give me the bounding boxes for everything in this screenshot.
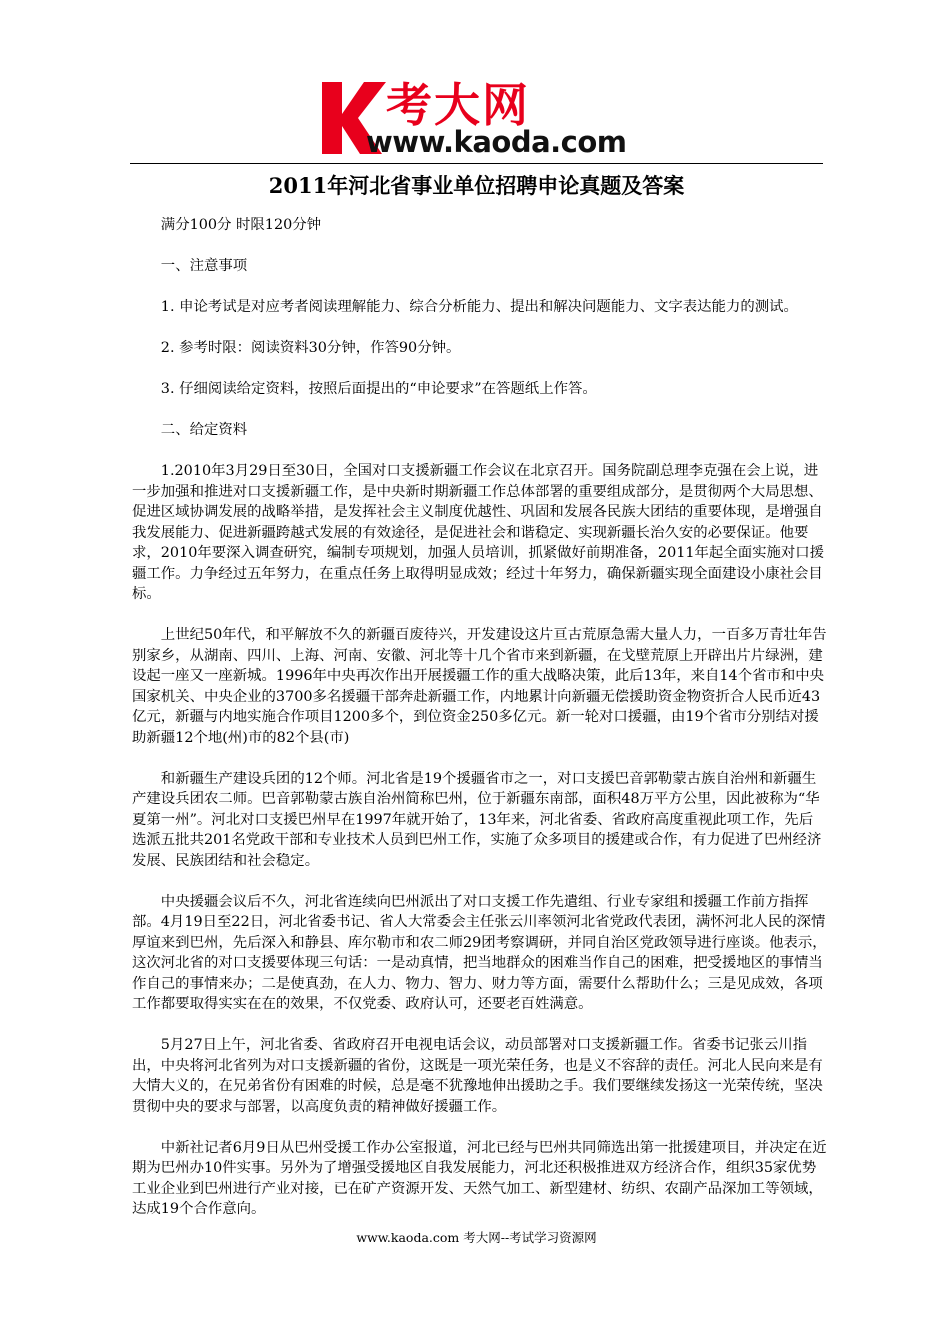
exam-info: 满分100分 时限120分钟 xyxy=(160,217,322,233)
section-heading-materials: 二、给定资料 xyxy=(160,422,248,438)
material-paragraph: 1.2010年3月29日至30日，全国对口支援新疆工作会议在北京召开。国务院副总理李克强在会上说，进一步加强和推进对口支援新疆工作，是中央新时期新疆工作总体部署的重要组成部分，是贯彻两个大局思想、促进区域协调发展的战略举措，是发挥社会主义制度优越性、巩固和发展各民族大团结的重要体现，是增强自我发展能力、促进新疆跨越式发展的有效途径，是促进社会和谐稳定、实现新疆长治久安的必要保证。他要求，2010年要深入调查研究，编制专项规划，加强人员培训，抓紧做好前期准备，2011年起全面实施对口援疆工作。力争经过五年努力，在重点任务上取得明显成效；经过十年努力，确保新疆实现全面建设小康社会目标。 xyxy=(132,463,825,602)
document-body xyxy=(132,215,827,1220)
header-divider xyxy=(130,163,823,164)
material-paragraph: 和新疆生产建设兵团的12个师。河北省是19个援疆省市之一，对口支援巴音郭勒蒙古族自治州和新疆生产建设兵团农二师。巴音郭勒蒙古族自治州简称巴州，位于新疆东南部，面积48万平方公里，因此被称为“华夏第一州”。河北对口支援巴州早在1997年就开始了，13年来，河北省委、省政府高度重视此项工作，先后选派五批共201名党政干部和专业技术人员到巴州工作，实施了众多项目的援建或合作，有力促进了巴州经济发展、民族团结和社会稳定。 xyxy=(132,770,822,869)
note-item: 2. 参考时限：阅读资料30分钟，作答90分钟。 xyxy=(160,340,461,356)
material-paragraph: 5月27日上午，河北省委、省政府召开电视电话会议，动员部署对口支援新疆工作。省委书记张云川指出，中央将河北省列为对口支援新疆的省份，这既是一项光荣任务，也是义不容辞的责任。河北人民向来是有大情大义的，在兄弟省份有困难的时候，总是毫不犹豫地伸出援助之手。我们要继续发扬这一光荣传统，坚决贯彻中央的要求与部署，以高度负责的精神做好援疆工作。 xyxy=(132,1037,823,1115)
note-item: 1. 申论考试是对应考者阅读理解能力、综合分析能力、提出和解决问题能力、文字表达能力的测试。 xyxy=(160,299,798,315)
note-item: 3. 仔细阅读给定资料，按照后面提出的“申论要求”在答题纸上作答。 xyxy=(160,381,597,397)
material-paragraph: 中新社记者6月9日从巴州受援工作办公室报道，河北已经与巴州共同筛选出第一批援建项目，并决定在近期为巴州办10件实事。另外为了增强受援地区自我发展能力，河北还积极推进双方经济合作，组织35家优势工业企业到巴州进行产业对接，已在矿产资源开发、天然气加工、新型建材、纺织、农副产品深加工等领域，达成19个合作意向。 xyxy=(132,1139,827,1217)
material-paragraph: 中央援疆会议后不久，河北省连续向巴州派出了对口支援工作先遣组、行业专家组和援疆工作前方指挥部。4月19日至22日，河北省委书记、省人大常委会主任张云川率领河北省党政代表团，满怀河北人民的深情厚谊来到巴州，先后深入和静县、库尔勒市和农二师29团考察调研，并同自治区党政领导进行座谈。他表示，这次河北省的对口支援要体现三句话：一是动真情，把当地群众的困难当作自己的困难，把受援地区的事情当作自己的事情来办；二是使真劲，在人力、物力、智力、财力等方面，需要什么帮助什么；三是见成效，各项工作都要取得实实在在的效果，不仅党委、政府认可，还要老百姓满意。 xyxy=(132,893,827,1012)
material-paragraph: 上世纪50年代，和平解放不久的新疆百废待兴，开发建设这片亘古荒原急需大量人力，一百多万青壮年告别家乡，从湖南、四川、上海、河南、安徽、河北等十几个省市来到新疆，在戈壁荒原上开辟出片片绿洲，建设起一座又一座新城。1996年中央再次作出开展援疆工作的重大战略决策，此后13年，来自14个省市和中央国家机关、中央企业的3700多名援疆干部奔赴新疆工作，内地累计向新疆无偿援助资金物资折合人民币近43亿元，新疆与内地实施合作项目1200多个，到位资金250多亿元。新一轮对口援疆，由19个省市分别结对援助新疆12个地(州)市的82个县(市) xyxy=(132,627,827,746)
page-footer: www.kaoda.com 考大网--考试学习资源网 xyxy=(356,1230,597,1245)
logo-chinese-text: 考大网 xyxy=(386,78,530,132)
document-title: 2011年河北省事业单位招聘申论真题及答案 xyxy=(268,173,685,198)
logo-url-text: www.kaoda.com xyxy=(366,125,627,159)
section-heading-notes: 一、注意事项 xyxy=(160,258,248,274)
kaoda-logo xyxy=(318,78,627,160)
